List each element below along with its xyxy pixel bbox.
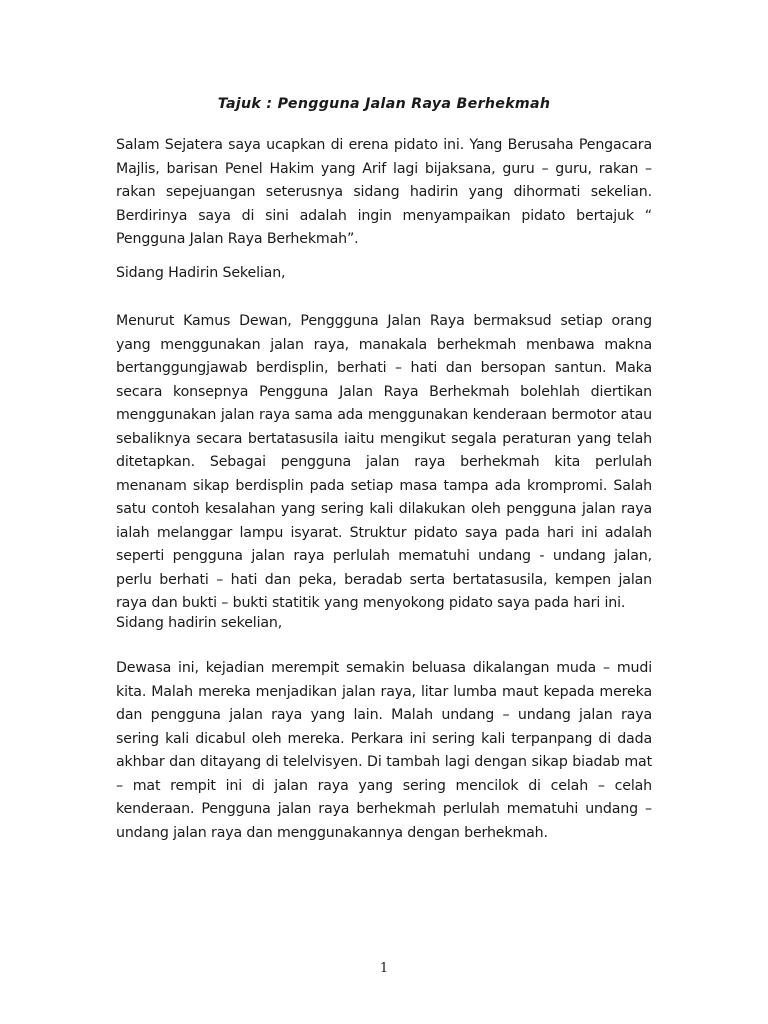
paragraph-mat-rempit: Dewasa ini, kejadian merempit semakin beluasa dikalangan muda – mudi kita. Malah mereka menjadikan jalan raya, litar lumba maut kepada mereka dan pengguna jalan raya yang lain. Malah undang – undang jalan raya sering kali dicabul oleh mereka. Perkara ini sering kali terpanpang di dada akhbar dan ditayang di telelvisyen. Di tambah lagi dengan sikap biadab mat – mat rempit ini di jalan raya yang sering mencilok di celah – celah kenderaan. Pengguna jalan raya berhekmah perlulah mematuhi undang – undang jalan raya dan menggunakannya dengan berhekmah. (116, 660, 652, 841)
paragraph-salutation-2: Sidang hadirin sekelian, (116, 615, 283, 631)
paragraph-definition: Menurut Kamus Dewan, Penggguna Jalan Raya bermaksud setiap orang yang menggunakan jalan raya, manakala berhekmah menbawa makna bertanggungjawab berdisplin, berhati – hati dan bersopan santun. Maka secara konsepnya Pengguna Jalan Raya Berhekmah bolehlah diertikan menggunakan jalan raya sama ada menggunakan kenderaan bermotor atau sebaliknya secara bertatasusila iaitu mengikut segala peraturan yang telah ditetapkan. Sebagai pengguna jalan raya berhekmah kita perlulah menanam sikap berdisplin pada setiap masa tampa ada krompromi. Salah satu contoh kesalahan yang sering kali dilakukan oleh pengguna jalan raya ialah melanggar lampu isyarat. Struktur pidato saya pada hari ini adalah seperti pengguna jalan raya perlulah mematuhi undang - undang jalan, perlu berhati – hati dan peka, beradab serta bertatasusila, kempen jalan raya dan bukti – bukti statitik yang menyokong pidato saya pada hari ini. (116, 313, 652, 611)
page-number: 1 (379, 961, 389, 976)
document-title: Tajuk : Pengguna Jalan Raya Berhekmah (217, 96, 551, 112)
paragraph-greeting: Salam Sejatera saya ucapkan di erena pidato ini. Yang Berusaha Pengacara Majlis, barisan Penel Hakim yang Arif lagi bijaksana, guru – guru, rakan – rakan sepejuangan seterusnya sidang hadirin yang dihormati sekelian. Berdirinya saya di sini adalah ingin menyampaikan pidato bertajuk “ Pengguna Jalan Raya Berhekmah”. (116, 137, 652, 247)
paragraph-salutation-1: Sidang Hadirin Sekelian, (116, 265, 286, 281)
